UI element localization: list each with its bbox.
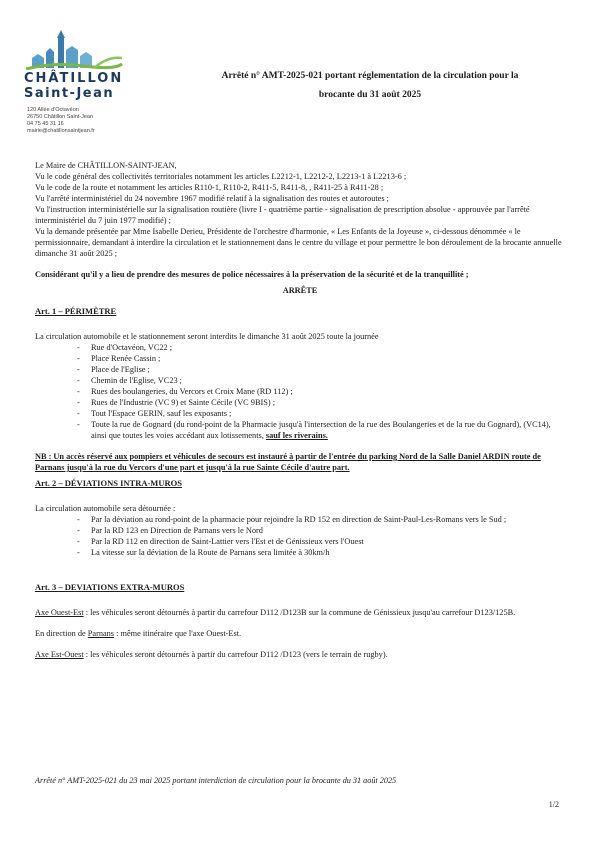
list-item: - Par la RD 123 en Direction de Parnans vers le Nord bbox=[77, 525, 565, 536]
list-item: - La vitesse sur la déviation de la Route de Parnans sera limitée à 30km/h bbox=[77, 547, 565, 558]
article-2-lead: La circulation automobile sera détournée : bbox=[35, 504, 176, 513]
mayor-line: Le Maire de CHÂTILLON-SAINT-JEAN, bbox=[35, 161, 177, 170]
document-body bbox=[35, 160, 565, 660]
riverains-exception: sauf les riverains. bbox=[265, 431, 328, 440]
address-email: mairie@chatillonsaintjean.fr bbox=[27, 128, 95, 134]
list-item: - Rue d'Octavéon, VC22 ; bbox=[77, 342, 565, 353]
vu-clause: Vu le code de la route et notamment les articles R110-1, R110-2, R411-5, R411-8, , R411-25 à R411-28 ; bbox=[35, 183, 384, 192]
mairie-address bbox=[27, 107, 95, 135]
article-1-heading: Art. 1 – PÉRIMÈTRE bbox=[35, 306, 117, 316]
vu-clause: Vu le code général des collectivités territoriales notamment les articles L2212-1, L2212-2, L2213-1 à L2213-6 ; bbox=[35, 172, 407, 181]
list-item: - Tout l'Espace GERIN, sauf les exposants ; bbox=[77, 408, 565, 419]
page-number: 1/2 bbox=[548, 800, 559, 809]
nb-note: NB : Un accès réservé aux pompiers et véhicules de secours est instauré à partir de l'entrée du parking Nord de la Salle Daniel ARDIN route de Parnans jusqu'à la rue du Vercors d'une part et jusqu'à la rue Sainte Cécile d'autre part. bbox=[35, 452, 541, 472]
paragraph-text: : les véhicules seront détournés à partir du carrefour D112 /D123B sur la commune de Génissieux jusqu'au carrefour D123/125B. bbox=[83, 608, 516, 617]
axe-est-ouest-label: Axe Est-Ouest bbox=[35, 650, 84, 659]
article-2-heading: Art. 2 – DÉVIATIONS INTRA-MUROS bbox=[35, 478, 182, 488]
vu-clause: Vu la demande présentée par Mme Isabelle Derieu, Présidente de l'orchestre d'harmonie, « Les Enfants de la Joyeuse », ci-dessous dénommée « le permissionnaire, demandant à interdire la circulation et le stationnement dans le centre du village et pour permettre le bon déroulement de la brocante annuelle dimanche 31 août 2025 ; bbox=[35, 227, 562, 258]
paragraph-text: : les véhicules seront détournés à partir du carrefour D112 /D123 (vers le terrain de rugby). bbox=[83, 650, 388, 659]
list-item: - Rues des boulangeries, du Vercors et Croix Mane (RD 112) ; bbox=[77, 386, 565, 397]
address-line: 04 75 45 31 16 bbox=[27, 121, 64, 127]
list-item: - Par la RD 112 en direction de Saint-Lattier vers l'Est et de Génissieux vers l'Ouest bbox=[77, 536, 565, 547]
article-2-list bbox=[35, 514, 565, 558]
title-line2: brocante du 31 août 2025 bbox=[318, 90, 422, 100]
article-1-list bbox=[35, 342, 565, 441]
article-3-paragraph-3 bbox=[35, 649, 565, 660]
village-skyline-icon bbox=[24, 28, 124, 70]
vu-clause: Vu l'arrêté interministériel du 24 novembre 1967 modifié relatif à la signalisation des routes et autoroutes ; bbox=[35, 194, 389, 203]
paragraph-text: En direction de bbox=[35, 629, 88, 638]
list-item: - Rues de l'Industrie (VC 9) et Sainte Cécile (VC 9BIS) ; bbox=[77, 397, 565, 408]
document-title bbox=[175, 67, 565, 105]
logo-name-line1: CHÂTILLON bbox=[24, 71, 124, 86]
footer-reference: Arrêté n° AMT-2025-021 du 23 mai 2025 portant interdiction de circulation pour la brocante du 31 août 2025 bbox=[35, 776, 397, 785]
article-3-heading: Art. 3 – DEVIATIONS EXTRA-MUROS bbox=[35, 582, 185, 592]
list-item: - Place de l'Eglise ; bbox=[77, 364, 565, 375]
axe-ouest-est-label: Axe Ouest-Est bbox=[35, 608, 84, 617]
arrete-heading: ARRÊTE bbox=[282, 286, 318, 295]
logo-name-line2: Saint-Jean bbox=[24, 86, 115, 101]
list-item: - Place Renée Cassin ; bbox=[77, 353, 565, 364]
list-item-last bbox=[77, 419, 565, 441]
article-3-paragraph-1 bbox=[35, 607, 565, 618]
address-line: 26750 Châtillon Saint-Jean bbox=[27, 114, 94, 120]
vu-clause: Vu l'instruction interministérielle sur la signalisation routière (livre I - quatrième partie - signalisation de prescription absolue - approuvée par l'arrêté interministériel du 7 juin 1977 modifié) ; bbox=[35, 205, 530, 225]
address-line: 120 Allée d'Octavéon bbox=[27, 107, 79, 113]
list-item: - Chemin de l'Eglise, VC23 ; bbox=[77, 375, 565, 386]
list-item-text: Toute la rue de Gognard (du rond-point de la Pharmacie jusqu'à l'intersection de la rue des Boulangeries et de la rue du Gognard), (VC14), ainsi que toutes les voies accédant aux lotissements, bbox=[91, 420, 551, 440]
parnans-label: Parnans bbox=[87, 629, 115, 638]
paragraph-text: : même itinéraire que l'axe Ouest-Est. bbox=[114, 629, 242, 638]
article-3-paragraph-2 bbox=[35, 628, 565, 639]
considering-clause: Considérant qu'il y a lieu de prendre des mesures de police nécessaires à la préservation de la sécurité et de la tranquillité ; bbox=[35, 270, 469, 279]
article-1-lead: La circulation automobile et le stationnement seront interdits le dimanche 31 août 2025 toute la journée bbox=[35, 332, 379, 341]
list-item: - Par la déviation au rond-point de la pharmacie pour rejoindre la RD 152 en direction de Saint-Paul-Les-Romans vers le Sud ; bbox=[77, 514, 565, 525]
title-line1: Arrêté n° AMT-2025-021 portant réglementation de la circulation pour la bbox=[221, 71, 519, 81]
logo bbox=[24, 28, 134, 101]
